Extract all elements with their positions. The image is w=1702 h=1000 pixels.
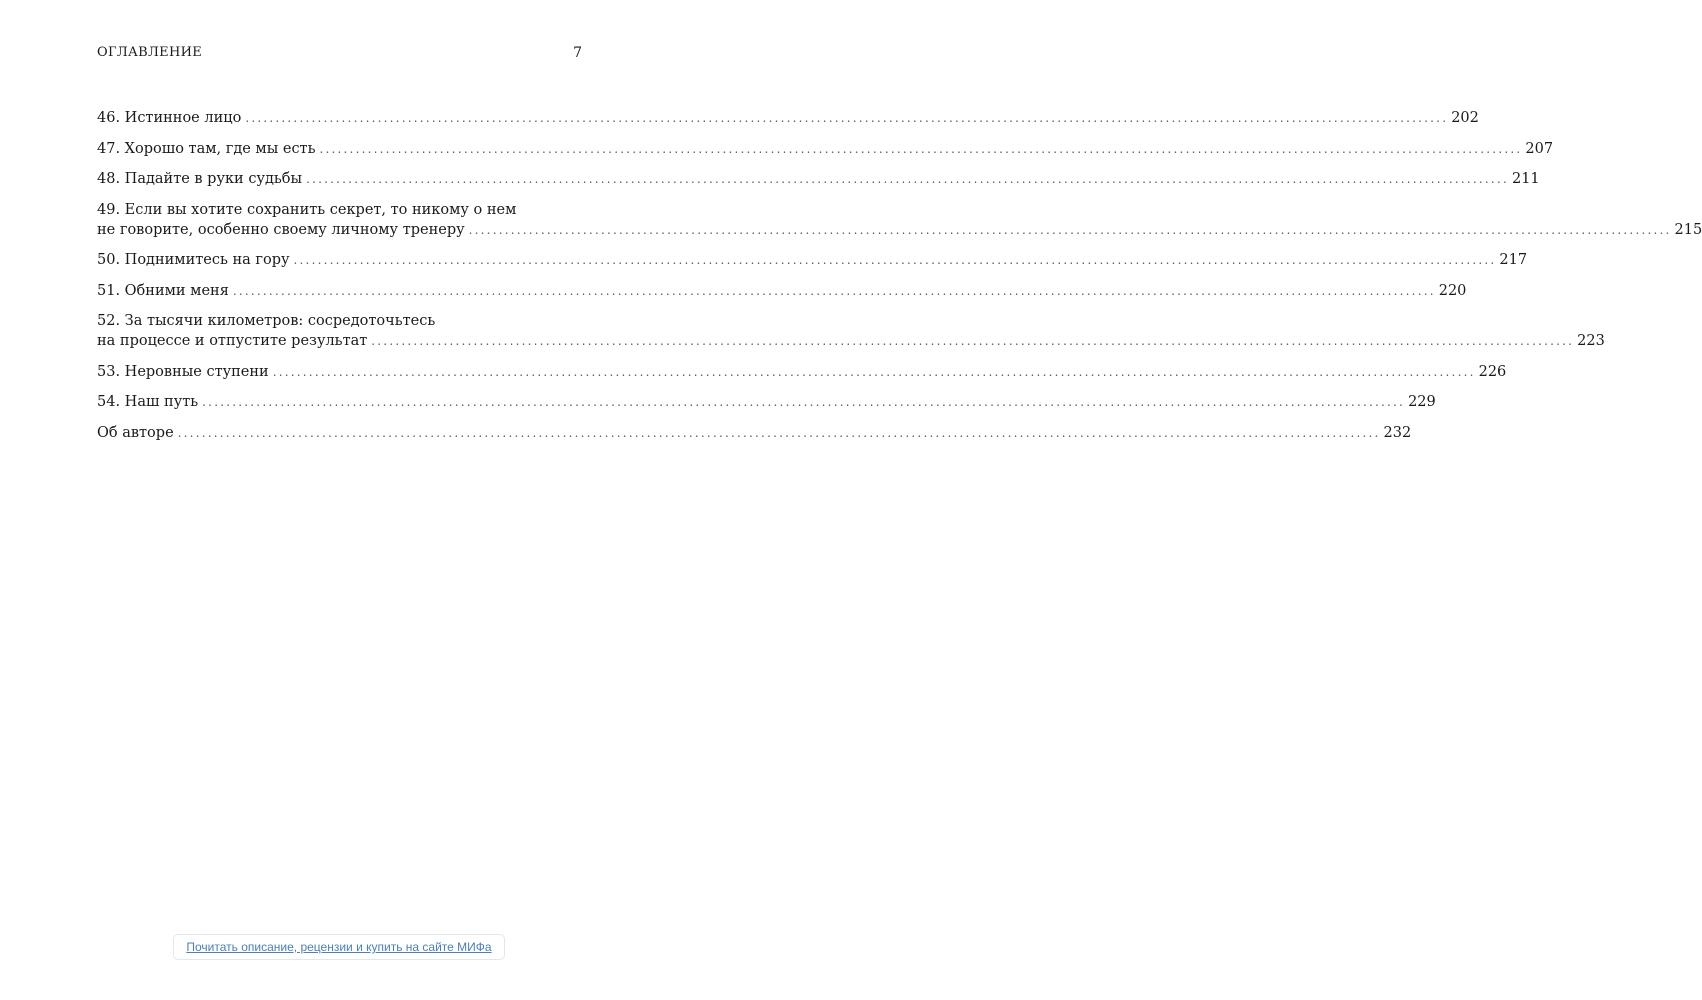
toc-entry-page: 202	[1451, 110, 1479, 126]
toc-leader-dots: ........................................................................................................................................................................................................	[232, 283, 1436, 298]
toc-entry-title: 48. Падайте в руки судьбы	[97, 171, 303, 187]
toc-entry	[97, 108, 1479, 128]
toc-entry-page: 211	[1511, 171, 1540, 187]
toc-entry-title: на процессе и отпустите результат	[97, 333, 368, 349]
toc-entry-page: 207	[1525, 140, 1554, 157]
toc-entry-title: 47. Хорошо там, где мы есть	[97, 140, 316, 157]
table-of-contents	[97, 108, 1702, 453]
toc-entry-page: 215	[1674, 221, 1702, 238]
toc-entry-title-line: 52. За тысячи километров: сосредоточьтесь	[97, 313, 436, 329]
toc-entry-title: 50. Поднимитесь на гору	[97, 252, 290, 268]
toc-entry-page: 232	[1383, 424, 1412, 441]
running-head: ОГЛАВЛЕНИЕ	[97, 45, 203, 60]
toc-leader-dots: ........................................................................................................................................................................................................	[371, 334, 1575, 348]
toc-entry	[97, 311, 1605, 351]
toc-entry	[97, 392, 1436, 412]
toc-entry	[97, 200, 1702, 240]
toc-leader-dots: ........................................................................................................................................................................................................	[245, 111, 1449, 125]
toc-leader-dots: ........................................................................................................................................................................................................	[468, 222, 1672, 237]
toc-entry	[97, 423, 1412, 443]
toc-entry	[97, 250, 1528, 270]
page-number: 7	[573, 45, 582, 61]
toc-entry-title: не говорите, особенно своему личному тренеру	[97, 221, 465, 238]
toc-leader-dots: ........................................................................................................................................................................................................	[319, 141, 1523, 156]
toc-leader-dots: ........................................................................................................................................................................................................	[272, 364, 1476, 379]
toc-entry-title: 51. Обними меня	[97, 282, 229, 299]
toc-entry-title: Об авторе	[97, 424, 174, 441]
toc-leader-dots: ........................................................................................................................................................................................................	[293, 253, 1497, 267]
store-link-button[interactable]	[173, 934, 505, 960]
toc-entry-title: 46. Истинное лицо	[97, 110, 242, 126]
toc-entry-page: 217	[1499, 252, 1528, 268]
toc-entry	[97, 169, 1540, 189]
toc-entry	[97, 281, 1467, 301]
toc-leader-dots: ........................................................................................................................................................................................................	[306, 172, 1509, 186]
toc-entry-page: 220	[1438, 282, 1467, 299]
toc-entry-title: 53. Неровные ступени	[97, 363, 269, 380]
toc-entry	[97, 139, 1554, 159]
toc-entry-page: 223	[1577, 333, 1605, 349]
toc-leader-dots: ........................................................................................................................................................................................................	[177, 425, 1381, 440]
store-link-label[interactable]: Почитать описание, рецензии и купить на сайте МИФа	[186, 940, 492, 954]
toc-entry-title-line: 49. Если вы хотите сохранить секрет, то никому о нем	[97, 201, 517, 218]
toc-entry-title: 54. Наш путь	[97, 394, 199, 410]
toc-entry	[97, 362, 1507, 382]
toc-entry-page: 229	[1408, 394, 1436, 410]
toc-entry-page: 226	[1478, 363, 1507, 380]
toc-leader-dots: ........................................................................................................................................................................................................	[202, 395, 1406, 409]
